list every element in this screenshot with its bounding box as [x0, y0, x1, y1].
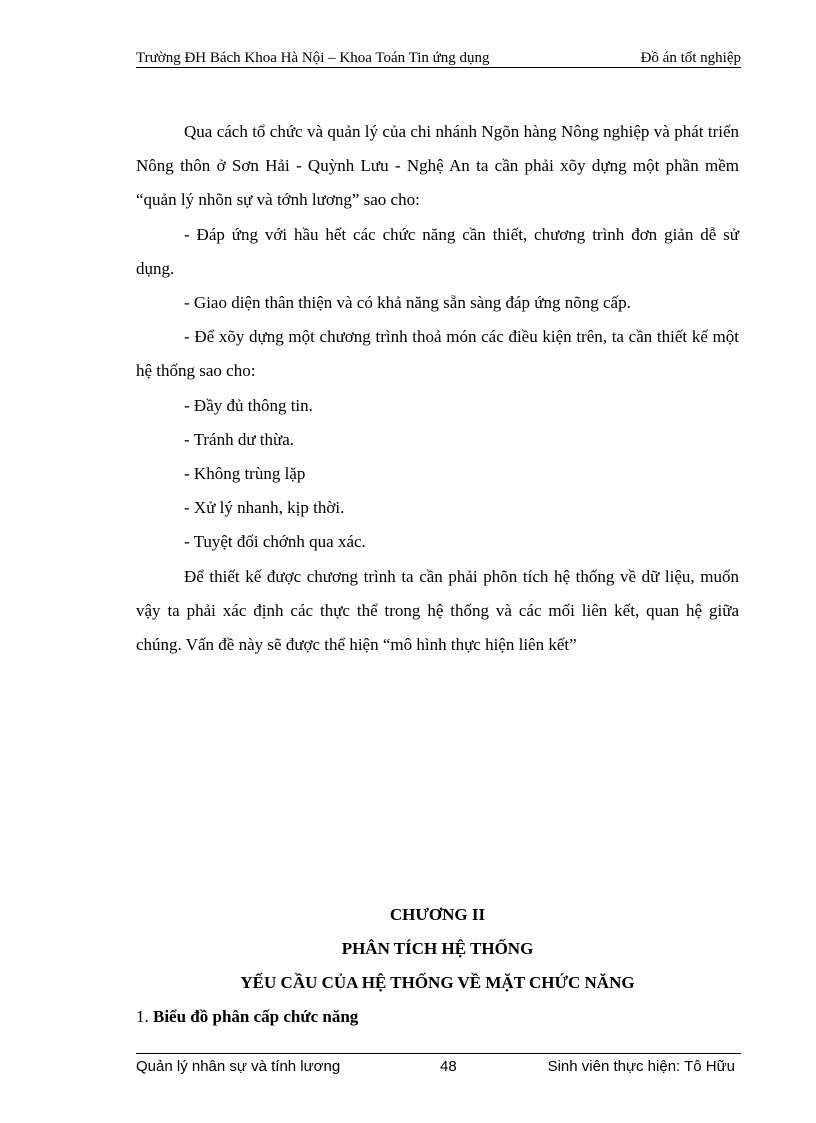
header-institution: Trường ĐH Bách Khoa Hà Nội – Khoa Toán Tin ứng dụng — [136, 50, 490, 66]
page-number: 48 — [440, 1058, 457, 1075]
requirement-item: - Đáp ứng với hầu hết các chức năng cần thiết, chương trình đơn giản dễ sử dụng. — [136, 224, 739, 278]
list-item: - Tuyệt đối chớnh qua xác. — [184, 532, 366, 552]
section-heading — [136, 1003, 358, 1031]
list-item: - Đầy đủ thông tin. — [184, 395, 313, 415]
list-item: - Không trùng lặp — [184, 464, 306, 484]
paragraph-intro: Qua cách tổ chức và quản lý của chi nhánh Ngõn hàng Nông nghiệp và phát triển Nông thôn ở Sơn Hải - Quỳnh Lưu - Nghệ An ta cần phải xõy dựng một phần mềm “quản lý nhõn sự và tớnh lương” sao cho: — [136, 122, 739, 210]
footer-topic: Quản lý nhân sự và tính lương — [136, 1058, 341, 1075]
paragraph-analysis: Để thiết kế được chương trình ta cần phải phõn tích hệ thống về dữ liệu, muốn vậy ta phải xác định các thực thể trong hệ thống và các mối liên kết, quan hệ giữa chúng. Vấn đề này sẽ được thể hiện “mô hình thực hiện liên kết” — [136, 566, 739, 655]
requirement-item: - Giao diện thân thiện và có khả năng sẵn sàng đáp ứng nõng cấp. — [184, 293, 631, 313]
header-doc-type: Đồ án tốt nghiệp — [640, 50, 741, 66]
section-title: Biểu đồ phân cấp chức năng — [153, 1007, 359, 1026]
body-text — [136, 115, 739, 662]
list-item: - Tránh dư thừa. — [184, 429, 295, 449]
chapter-subtitle: YẾU CẦU CỦA HỆ THỐNG VỀ MẶT CHỨC NĂNG — [240, 973, 635, 992]
list-item: - Xử lý nhanh, kịp thời. — [184, 498, 345, 518]
footer-author: Sinh viên thực hiện: Tô Hữu — [547, 1058, 735, 1075]
chapter-number: CHƯƠNG II — [389, 905, 486, 924]
page-header — [136, 50, 741, 68]
page-footer — [136, 1053, 741, 1076]
requirement-item: - Để xõy dựng một chương trình thoả món các điều kiện trên, ta cần thiết kế một hệ thống sao cho: — [136, 327, 739, 381]
chapter-title: PHÂN TÍCH HỆ THỐNG — [341, 939, 534, 958]
section-number: 1. — [136, 1007, 149, 1026]
chapter-heading — [136, 898, 739, 1000]
